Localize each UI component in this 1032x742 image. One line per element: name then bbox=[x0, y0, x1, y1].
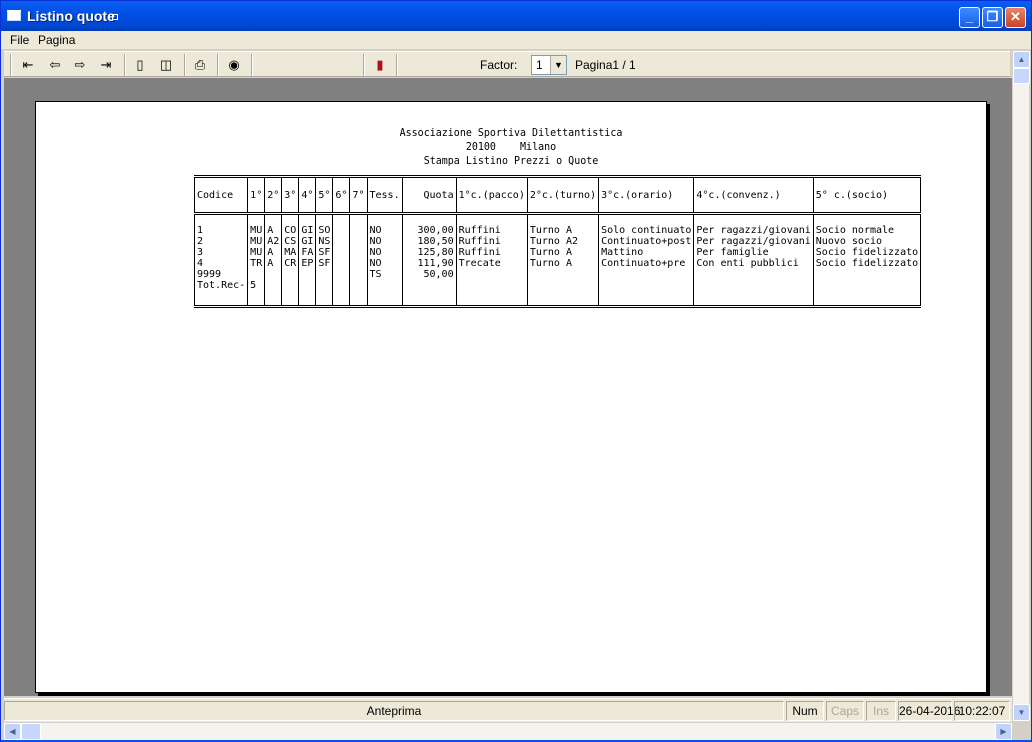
column-header: 3° bbox=[282, 177, 299, 214]
table-cell: Turno A bbox=[527, 247, 598, 258]
column-header: 2° bbox=[265, 177, 282, 214]
price-list-table bbox=[194, 175, 921, 308]
table-cell: Mattino bbox=[599, 247, 694, 258]
table-cell: 2 bbox=[195, 236, 248, 247]
table-row bbox=[195, 247, 921, 258]
table-cell: NO bbox=[367, 214, 402, 237]
status-bar bbox=[4, 698, 1012, 722]
table-cell: SF bbox=[316, 258, 333, 269]
column-header: 5° bbox=[316, 177, 333, 214]
column-header: 6° bbox=[333, 177, 350, 214]
column-header: 1° bbox=[248, 177, 265, 214]
report-subtitle: 20100 Milano bbox=[465, 141, 557, 154]
table-total-row bbox=[195, 280, 921, 307]
table-cell: 3 bbox=[195, 247, 248, 258]
table-cell: SO bbox=[316, 214, 333, 237]
column-header: 4°c.(convenz.) bbox=[694, 177, 813, 214]
table-cell: CO bbox=[282, 214, 299, 237]
factor-value: 1 bbox=[536, 58, 543, 72]
table-cell bbox=[350, 247, 367, 258]
menu-file[interactable]: File bbox=[10, 33, 30, 47]
minimize-button[interactable]: _ bbox=[959, 7, 980, 28]
table-cell bbox=[333, 280, 350, 307]
table-cell: Ruffini bbox=[456, 214, 527, 237]
table-row bbox=[195, 258, 921, 269]
table-cell: A bbox=[265, 247, 282, 258]
table-cell bbox=[333, 236, 350, 247]
table-cell: NO bbox=[367, 247, 402, 258]
table-cell: Per ragazzi/giovani bbox=[694, 214, 813, 237]
table-cell: Ruffini bbox=[456, 247, 527, 258]
column-header: 2°c.(turno) bbox=[527, 177, 598, 214]
toolbar-separator bbox=[217, 54, 219, 76]
report-title: Associazione Sportiva Dilettantistica bbox=[399, 127, 623, 140]
table-cell: 9999 bbox=[195, 269, 248, 280]
table-cell: Turno A2 bbox=[527, 236, 598, 247]
setup-icon[interactable]: ◉ bbox=[228, 57, 240, 72]
table-cell: Per famiglie bbox=[694, 247, 813, 258]
table-cell: Continuato+pre bbox=[599, 258, 694, 269]
scroll-left-icon[interactable]: ◀ bbox=[4, 723, 21, 740]
toolbar-separator bbox=[184, 54, 186, 76]
table-cell bbox=[456, 269, 527, 280]
table-cell bbox=[527, 269, 598, 280]
first-page-icon[interactable]: ⇤ bbox=[22, 57, 34, 72]
column-header: Tess. bbox=[367, 177, 402, 214]
table-cell: 1 bbox=[195, 214, 248, 237]
table-cell bbox=[299, 269, 316, 280]
status-message: Anteprima bbox=[4, 701, 784, 721]
table-cell: Socio fidelizzato bbox=[813, 247, 920, 258]
table-cell bbox=[248, 269, 265, 280]
table-cell: 4 bbox=[195, 258, 248, 269]
report-heading: Stampa Listino Prezzi o Quote bbox=[423, 155, 599, 168]
table-cell bbox=[316, 269, 333, 280]
table-header-row bbox=[195, 177, 921, 214]
table-cell bbox=[282, 269, 299, 280]
table-cell: EP bbox=[299, 258, 316, 269]
table-cell: Per ragazzi/giovani bbox=[694, 236, 813, 247]
table-cell bbox=[350, 214, 367, 237]
table-cell: 111,90 bbox=[402, 258, 456, 269]
table-cell: MA bbox=[282, 247, 299, 258]
table-cell: Continuato+post bbox=[599, 236, 694, 247]
column-header: 7° bbox=[350, 177, 367, 214]
factor-label: Factor: bbox=[480, 58, 518, 72]
window-title: Listino quote bbox=[27, 8, 115, 24]
toolbar-grip bbox=[10, 54, 12, 76]
prev-page-icon[interactable]: ⇦ bbox=[49, 57, 61, 72]
toolbar-separator bbox=[251, 54, 253, 76]
toolbar-separator bbox=[363, 54, 365, 76]
total-label: Tot.Rec- bbox=[195, 280, 248, 307]
table-cell: Socio fidelizzato bbox=[813, 258, 920, 269]
next-page-icon[interactable]: ⇨ bbox=[74, 57, 86, 72]
table-cell: MU bbox=[248, 247, 265, 258]
table-cell: 50,00 bbox=[402, 269, 456, 280]
column-header: 5° c.(socio) bbox=[813, 177, 920, 214]
table-cell bbox=[694, 280, 813, 307]
table-cell bbox=[265, 269, 282, 280]
table-cell bbox=[316, 280, 333, 307]
table-cell: Trecate bbox=[456, 258, 527, 269]
table-cell bbox=[813, 280, 920, 307]
scroll-thumb[interactable] bbox=[21, 723, 41, 740]
table-cell bbox=[350, 280, 367, 307]
table-cell: Nuovo socio bbox=[813, 236, 920, 247]
vertical-scrollbar[interactable] bbox=[1012, 51, 1029, 721]
table-cell: 125,80 bbox=[402, 247, 456, 258]
table-row bbox=[195, 269, 921, 280]
column-header: 3°c.(orario) bbox=[599, 177, 694, 214]
table-cell: 180,50 bbox=[402, 236, 456, 247]
table-cell: Turno A bbox=[527, 214, 598, 237]
table-cell bbox=[333, 258, 350, 269]
last-page-icon[interactable]: ⇥ bbox=[100, 57, 112, 72]
scroll-down-icon[interactable]: ▼ bbox=[1013, 704, 1030, 721]
table-cell bbox=[333, 247, 350, 258]
table-cell: Socio normale bbox=[813, 214, 920, 237]
table-cell: CS bbox=[282, 236, 299, 247]
table-cell bbox=[694, 269, 813, 280]
scroll-right-icon[interactable]: ▶ bbox=[995, 723, 1012, 740]
toolbar-separator bbox=[396, 54, 398, 76]
table-cell: Turno A bbox=[527, 258, 598, 269]
window-icon bbox=[7, 10, 21, 21]
column-header: 1°c.(pacco) bbox=[456, 177, 527, 214]
table-cell: SF bbox=[316, 247, 333, 258]
table-cell: Con enti pubblici bbox=[694, 258, 813, 269]
table-cell: GI bbox=[299, 214, 316, 237]
table-cell: CR bbox=[282, 258, 299, 269]
toolbar-separator bbox=[124, 54, 126, 76]
column-header: Quota bbox=[402, 177, 456, 214]
status-num: Num bbox=[786, 701, 824, 721]
table-cell: A bbox=[265, 214, 282, 237]
toolbar bbox=[4, 51, 1010, 77]
table-cell: A bbox=[265, 258, 282, 269]
table-cell bbox=[367, 280, 402, 307]
table-cell bbox=[265, 280, 282, 307]
factor-select[interactable] bbox=[531, 55, 567, 75]
close-button[interactable]: ✕ bbox=[1005, 7, 1026, 28]
status-ins: Ins bbox=[866, 701, 896, 721]
table-cell bbox=[813, 269, 920, 280]
table-cell bbox=[333, 269, 350, 280]
total-value: 5 bbox=[248, 280, 265, 307]
table-cell: FA bbox=[299, 247, 316, 258]
printer-icon[interactable]: ⎙ bbox=[194, 57, 206, 72]
single-page-icon[interactable]: ▯ bbox=[136, 57, 144, 72]
table-cell: GI bbox=[299, 236, 316, 247]
table-cell: NS bbox=[316, 236, 333, 247]
table-cell: Ruffini bbox=[456, 236, 527, 247]
table-cell: A2 bbox=[265, 236, 282, 247]
table-cell: Solo continuato bbox=[599, 214, 694, 237]
table-cell bbox=[350, 236, 367, 247]
table-cell: TS bbox=[367, 269, 402, 280]
table-cell: TR bbox=[248, 258, 265, 269]
scroll-thumb[interactable] bbox=[1013, 68, 1030, 84]
status-date: 26-04-2016 bbox=[898, 701, 952, 721]
report-page bbox=[35, 101, 987, 693]
two-pages-icon[interactable]: ◫ bbox=[159, 57, 173, 72]
table-cell: MU bbox=[248, 214, 265, 237]
title-indicator-icon bbox=[112, 14, 118, 20]
table-cell bbox=[282, 280, 299, 307]
table-row bbox=[195, 214, 921, 237]
menu-bar bbox=[1, 31, 1031, 49]
status-time: 10:22:07 bbox=[954, 701, 1010, 721]
status-caps: Caps bbox=[826, 701, 864, 721]
table-cell bbox=[350, 258, 367, 269]
chevron-down-icon[interactable]: ▼ bbox=[550, 56, 566, 74]
table-cell: MU bbox=[248, 236, 265, 247]
exit-door-icon[interactable]: ▮ bbox=[376, 57, 384, 72]
table-cell bbox=[333, 214, 350, 237]
horizontal-scrollbar[interactable] bbox=[4, 723, 1012, 740]
table-cell bbox=[599, 280, 694, 307]
column-header: 4° bbox=[299, 177, 316, 214]
table-cell: 300,00 bbox=[402, 214, 456, 237]
table-cell bbox=[299, 280, 316, 307]
table-cell bbox=[599, 269, 694, 280]
table-cell: NO bbox=[367, 236, 402, 247]
table-cell bbox=[350, 269, 367, 280]
preview-area[interactable] bbox=[4, 78, 1012, 696]
menu-pagina[interactable]: Pagina bbox=[38, 33, 76, 47]
maximize-button[interactable]: ❐ bbox=[982, 7, 1003, 28]
table-row bbox=[195, 236, 921, 247]
table-cell bbox=[402, 280, 456, 307]
title-bar[interactable] bbox=[1, 1, 1031, 31]
page-indicator: Pagina1 / 1 bbox=[575, 58, 636, 72]
table-cell bbox=[527, 280, 598, 307]
table-cell bbox=[456, 280, 527, 307]
scroll-up-icon[interactable]: ▲ bbox=[1013, 51, 1030, 68]
table-cell: NO bbox=[367, 258, 402, 269]
column-header: Codice bbox=[195, 177, 248, 214]
